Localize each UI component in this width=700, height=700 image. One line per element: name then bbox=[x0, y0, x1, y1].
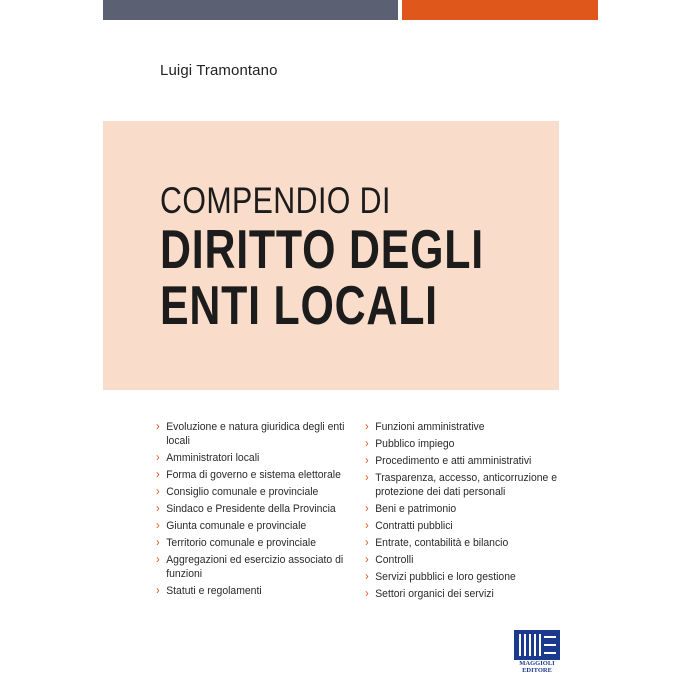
publisher-name-line-2: EDITORE bbox=[522, 666, 552, 674]
topics-list-right bbox=[365, 421, 560, 605]
topic-item: › Sindaco e Presidente della Provincia bbox=[156, 503, 370, 517]
publisher-name-line-1: MAGGIOLI bbox=[519, 660, 555, 667]
topic-item: › Controlli bbox=[365, 554, 569, 568]
title-line-2: DIRITTO DEGLI bbox=[160, 218, 484, 280]
publisher-logo bbox=[514, 630, 560, 672]
title-line-1: COMPENDIO DI bbox=[160, 180, 391, 221]
title-line-3: ENTI LOCALI bbox=[160, 274, 438, 336]
topic-item: › Trasparenza, accesso, anticorruzione e protezione dei dati personali bbox=[365, 472, 569, 499]
publisher-name bbox=[514, 661, 560, 674]
top-bar-orange bbox=[402, 0, 598, 20]
author-name: Luigi Tramontano bbox=[160, 62, 278, 79]
topic-item: › Entrate, contabilità e bilancio bbox=[365, 537, 569, 551]
topic-item: › Statuti e regolamenti bbox=[156, 585, 370, 599]
topic-item: › Servizi pubblici e loro gestione bbox=[365, 571, 569, 585]
top-bar-grey bbox=[103, 0, 398, 20]
topics-list-left bbox=[156, 421, 361, 602]
topic-item: › Aggregazioni ed esercizio associato di funzioni bbox=[156, 554, 370, 581]
publisher-logo-icon bbox=[514, 630, 560, 660]
topic-item: › Contratti pubblici bbox=[365, 520, 569, 534]
topic-item: › Pubblico impiego bbox=[365, 438, 569, 452]
topic-item: › Evoluzione e natura giuridica degli enti locali bbox=[156, 421, 370, 448]
topic-item: › Forma di governo e sistema elettorale bbox=[156, 469, 370, 483]
topic-item: › Consiglio comunale e provinciale bbox=[156, 486, 370, 500]
topic-item: › Procedimento e atti amministrativi bbox=[365, 455, 569, 469]
topic-item: › Funzioni amministrative bbox=[365, 421, 569, 435]
topic-item: › Beni e patrimonio bbox=[365, 503, 569, 517]
topic-item: › Amministratori locali bbox=[156, 452, 370, 466]
topic-item: › Giunta comunale e provinciale bbox=[156, 520, 370, 534]
topic-item: › Territorio comunale e provinciale bbox=[156, 537, 370, 551]
topic-item: › Settori organici dei servizi bbox=[365, 588, 569, 602]
